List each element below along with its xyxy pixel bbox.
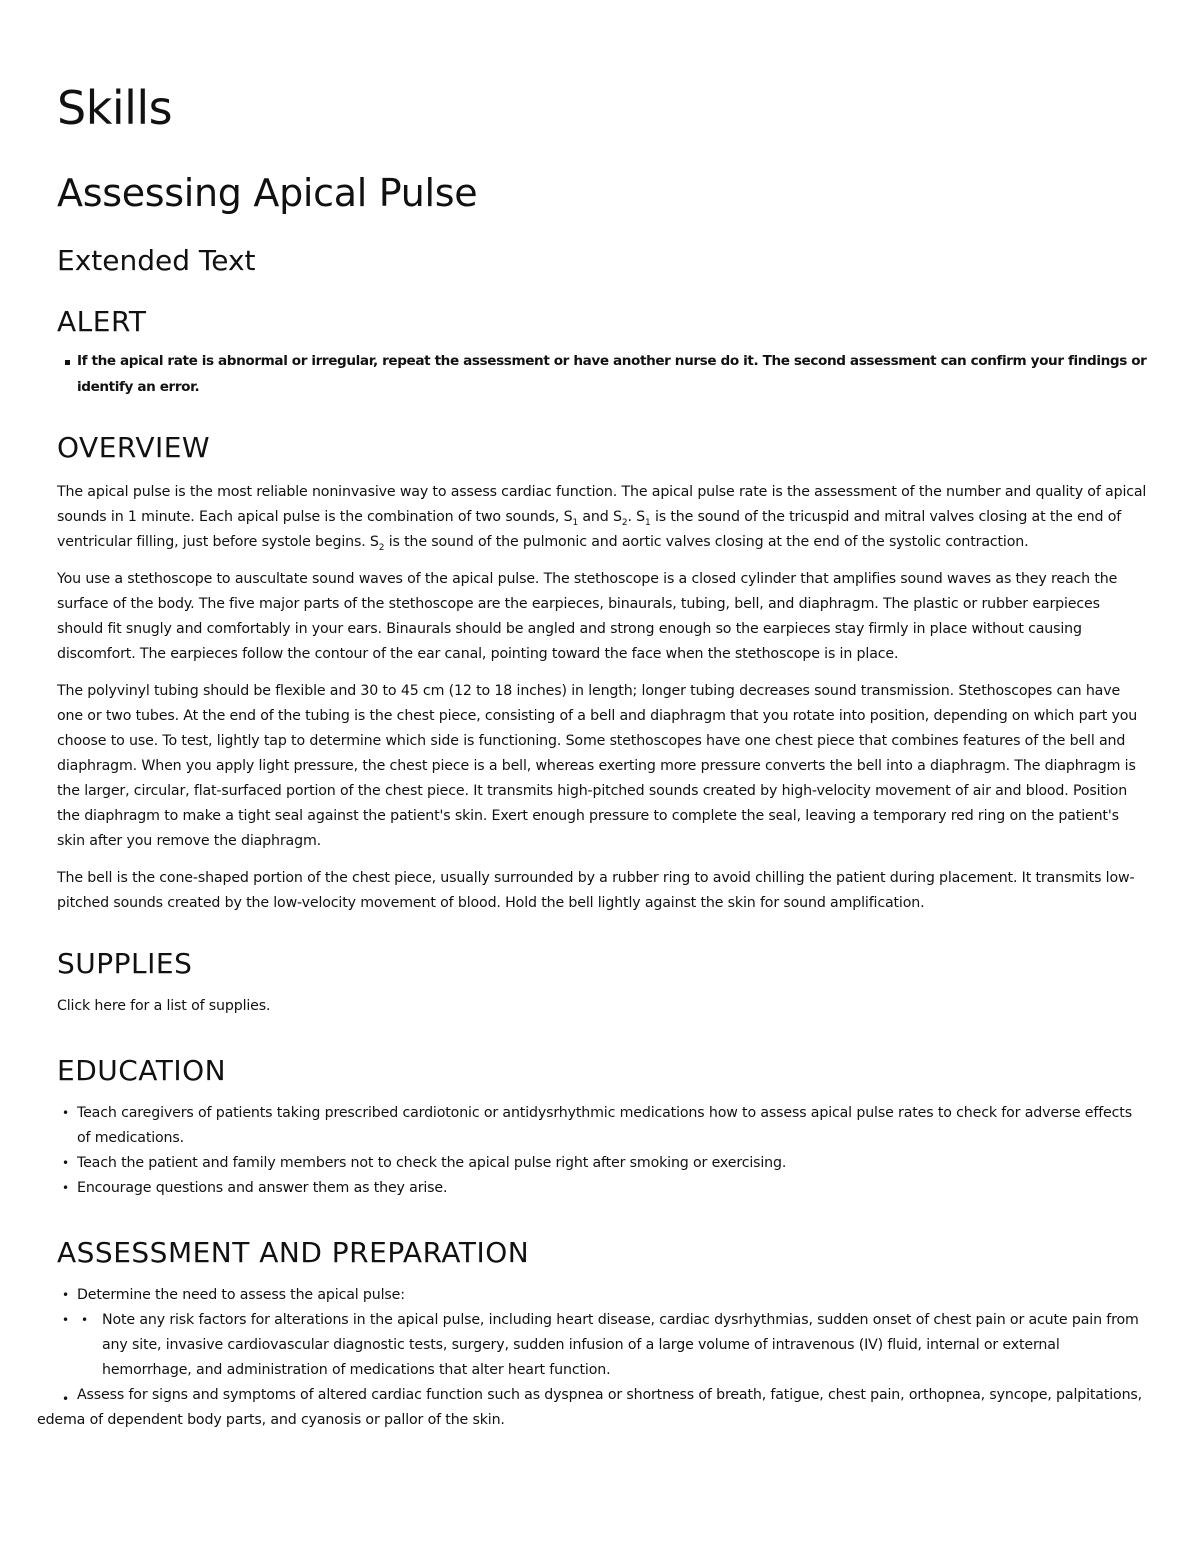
list-item: • Assess for signs and symptoms of altered cardiac function such as dyspnea or shortness of breath, fatigue, chest pain, orthopnea, syncope, palpitations, edema of dependent body parts, and cyanosis or pallor of the skin. [37,1387,1143,1428]
page-heading: Skills [57,81,173,135]
alert-item: If the apical rate is abnormal or irregular, repeat the assessment or have another nurse do it. The second assessment can confirm your findings or identify an error. [37,348,1147,400]
nested-list-item: • • Note any risk factors for alterations in the apical pulse, including heart disease, cardiac dysrhythmias, sudden onset of chest pain or acute pain from any site, invasive cardiovascular diagnostic tests, surgery, sudden infusion of a large volume of intravenous (IV) fluid, internal or external hemorrhage, and administration of medications that alter heart function. [37,1308,1147,1383]
bullet-icon: • [81,1313,88,1327]
alert-list [37,348,1147,400]
alert-heading: ALERT [57,305,147,338]
overview-paragraph-1: The apical pulse is the most reliable noninvasive way to assess cardiac function. The apical pulse rate is the assessment of the number and quality of apical sounds in 1 minute. Each apical pulse is the combination of two sounds, $S_1$ and $S_2$. $S_1$ is the sound of the tricuspid and mitral valves closing at the end of ventricular filling, just before systole begins. $S_2$ is the sound of the pulmonic and aortic valves closing at the end of the systolic contraction. [57,484,1147,553]
bullet-icon: • [62,1288,69,1302]
bullet-icon: • [62,1156,69,1170]
education-heading: EDUCATION [57,1054,227,1087]
list-item: • Teach the patient and family members not to check the apical pulse right after smoking or exercising. [37,1151,1147,1176]
bullet-icon: • [62,1392,69,1406]
overview-heading: OVERVIEW [57,431,211,464]
square-bullet-icon [65,360,70,365]
bullet-icon: • [62,1106,69,1120]
overview-paragraph-4: The bell is the cone-shaped portion of the chest piece, usually surrounded by a rubber ring to avoid chilling the patient during placement. It transmits low-pitched sounds created by the low-velocity movement of blood. Hold the bell lightly against the skin for sound amplification. [57,870,1135,911]
overview-paragraph-2: You use a stethoscope to auscultate sound waves of the apical pulse. The stethoscope is a closed cylinder that amplifies sound waves as they reach the surface of the body. The five major parts of the stethoscope are the earpieces, binaurals, tubing, bell, and diaphragm. The plastic or rubber earpieces should fit snugly and comfortably in your ears. Binaurals should be angled and strong enough so the earpieces stay firmly in place without causing discomfort. The earpieces follow the contour of the ear canal, pointing toward the face when the stethoscope is in place. [57,571,1118,662]
document-page [37,78,1147,1433]
overview-paragraph-3: The polyvinyl tubing should be flexible and 30 to 45 cm (12 to 18 inches) in length; longer tubing decreases sound transmission. Stethoscopes can have one or two tubes. At the end of the tubing is the chest piece, consisting of a bell and diaphragm that you rotate into position, depending on which part you choose to use. To test, lightly tap to determine which side is functioning. Some stethoscopes have one chest piece that combines features of the bell and diaphragm. When you apply light pressure, the chest piece is a bell, whereas exerting more pressure converts the bell into a diaphragm. The diaphragm is the larger, circular, flat-surfaced portion of the chest piece. It transmits high-pitched sounds created by high-velocity movement of air and blood. Position the diaphragm to make a tight seal against the patient's skin. Exert enough pressure to complete the seal, leaving a temporary red ring on the patient's skin after you remove the diaphragm. [57,683,1138,849]
supplies-link[interactable]: Click here for a list of supplies. [57,998,271,1014]
list-item: • Encourage questions and answer them as they arise. [37,1176,1147,1201]
skill-title: Assessing Apical Pulse [57,171,478,215]
list-item: • Teach caregivers of patients taking prescribed cardiotonic or antidysrhythmic medications how to assess apical pulse rates to check for adverse effects of medications. [37,1101,1147,1151]
section-subtitle: Extended Text [57,244,256,277]
education-list [37,1101,1147,1201]
bullet-icon: • [62,1313,69,1327]
assessment-heading: ASSESSMENT AND PREPARATION [57,1236,530,1269]
supplies-heading: SUPPLIES [57,947,193,980]
list-item: • Determine the need to assess the apical pulse: [37,1283,1147,1308]
assessment-list [37,1283,1147,1433]
bullet-icon: • [62,1181,69,1195]
